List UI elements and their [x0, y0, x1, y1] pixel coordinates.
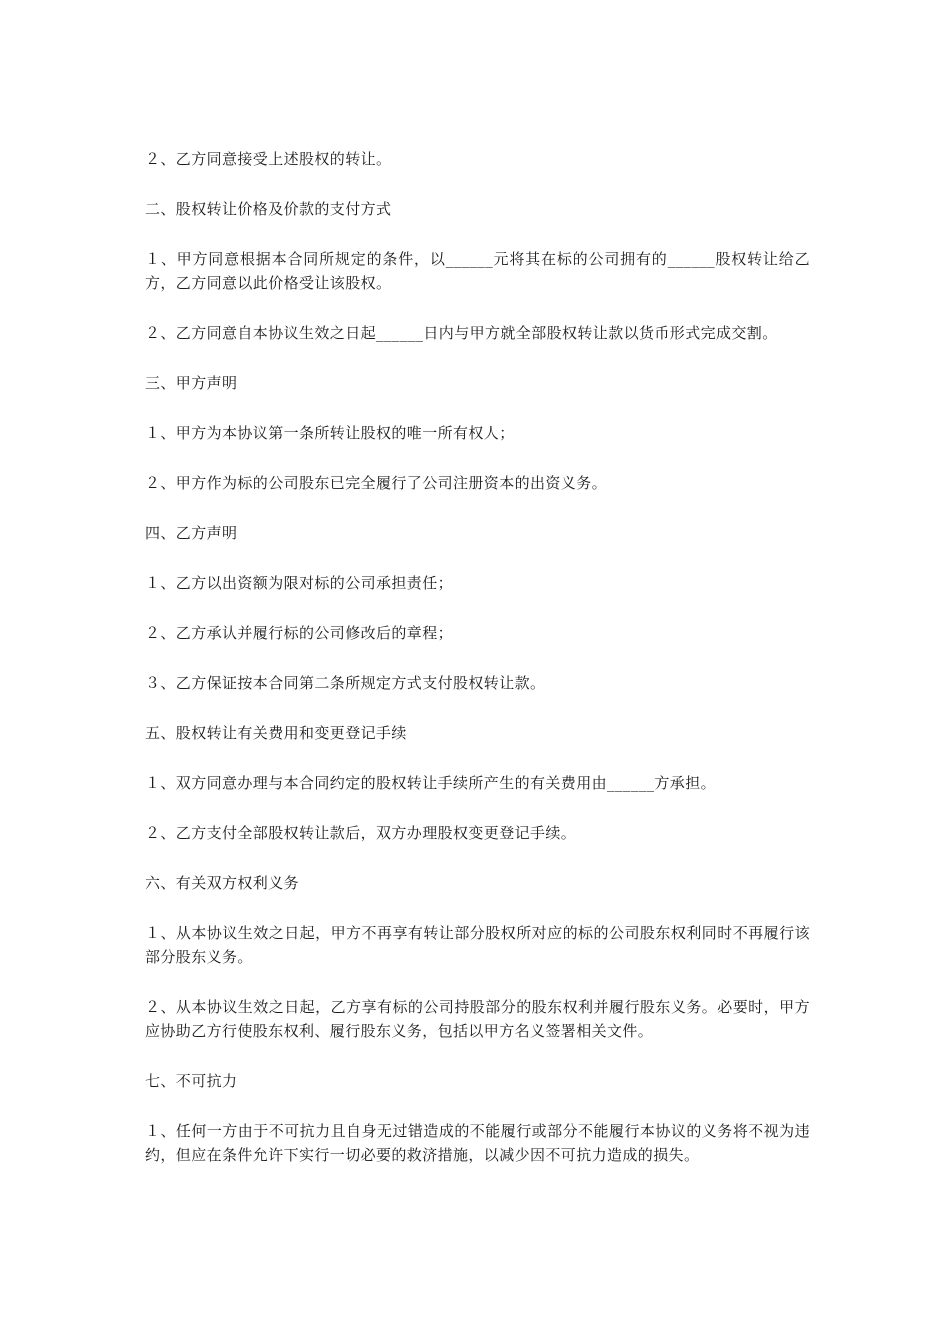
clause-party-a-rights-end: １、从本协议生效之日起，甲方不再享有转让部分股权所对应的标的公司股东权利同时不再履行该部分股东义务。: [145, 924, 810, 966]
clause-2-transferee-consent: ２、乙方同意接受上述股权的转让。: [145, 150, 392, 168]
clause-limited-liability: １、乙方以出资额为限对标的公司承担责任；: [145, 574, 454, 592]
clause-registration: ２、乙方支付全部股权转让款后，双方办理股权变更登记手续。: [145, 824, 577, 842]
clause-sole-owner: １、甲方为本协议第一条所转让股权的唯一所有权人；: [145, 424, 515, 442]
document-body: [145, 147, 810, 1167]
clause-party-b-rights-begin: ２、从本协议生效之日起，乙方享有标的公司持股部分的股东权利并履行股东义务。必要时，甲方应协助乙方行使股东权利、履行股东义务，包括以甲方名义签署相关文件。: [145, 998, 810, 1040]
section-heading-party-b-statement: 四、乙方声明: [145, 524, 238, 542]
clause-articles-acceptance: ２、乙方承认并履行标的公司修改后的章程；: [145, 624, 454, 642]
section-heading-force-majeure: 七、不可抗力: [145, 1072, 238, 1090]
section-heading-price-payment: 二、股权转让价格及价款的支付方式: [145, 200, 392, 218]
clause-payment-deadline: ２、乙方同意自本协议生效之日起______日内与甲方就全部股权转让款以货币形式完成交割。: [145, 324, 778, 342]
section-heading-fees-registration: 五、股权转让有关费用和变更登记手续: [145, 724, 407, 742]
section-heading-party-a-statement: 三、甲方声明: [145, 374, 238, 392]
clause-price: １、甲方同意根据本合同所规定的条件，以______元将其在标的公司拥有的______股权转让给乙方，乙方同意以此价格受让该股权。: [145, 250, 810, 292]
clause-payment-guarantee: ３、乙方保证按本合同第二条所规定方式支付股权转让款。: [145, 674, 546, 692]
section-heading-rights-obligations: 六、有关双方权利义务: [145, 874, 300, 892]
clause-force-majeure: １、任何一方由于不可抗力且自身无过错造成的不能履行或部分不能履行本协议的义务将不视为违约，但应在条件允许下实行一切必要的救济措施，以减少因不可抗力造成的损失。: [145, 1122, 810, 1164]
clause-fees: １、双方同意办理与本合同约定的股权转让手续所产生的有关费用由______方承担。: [145, 774, 717, 792]
clause-capital-fulfilled: ２、甲方作为标的公司股东已完全履行了公司注册资本的出资义务。: [145, 474, 608, 492]
